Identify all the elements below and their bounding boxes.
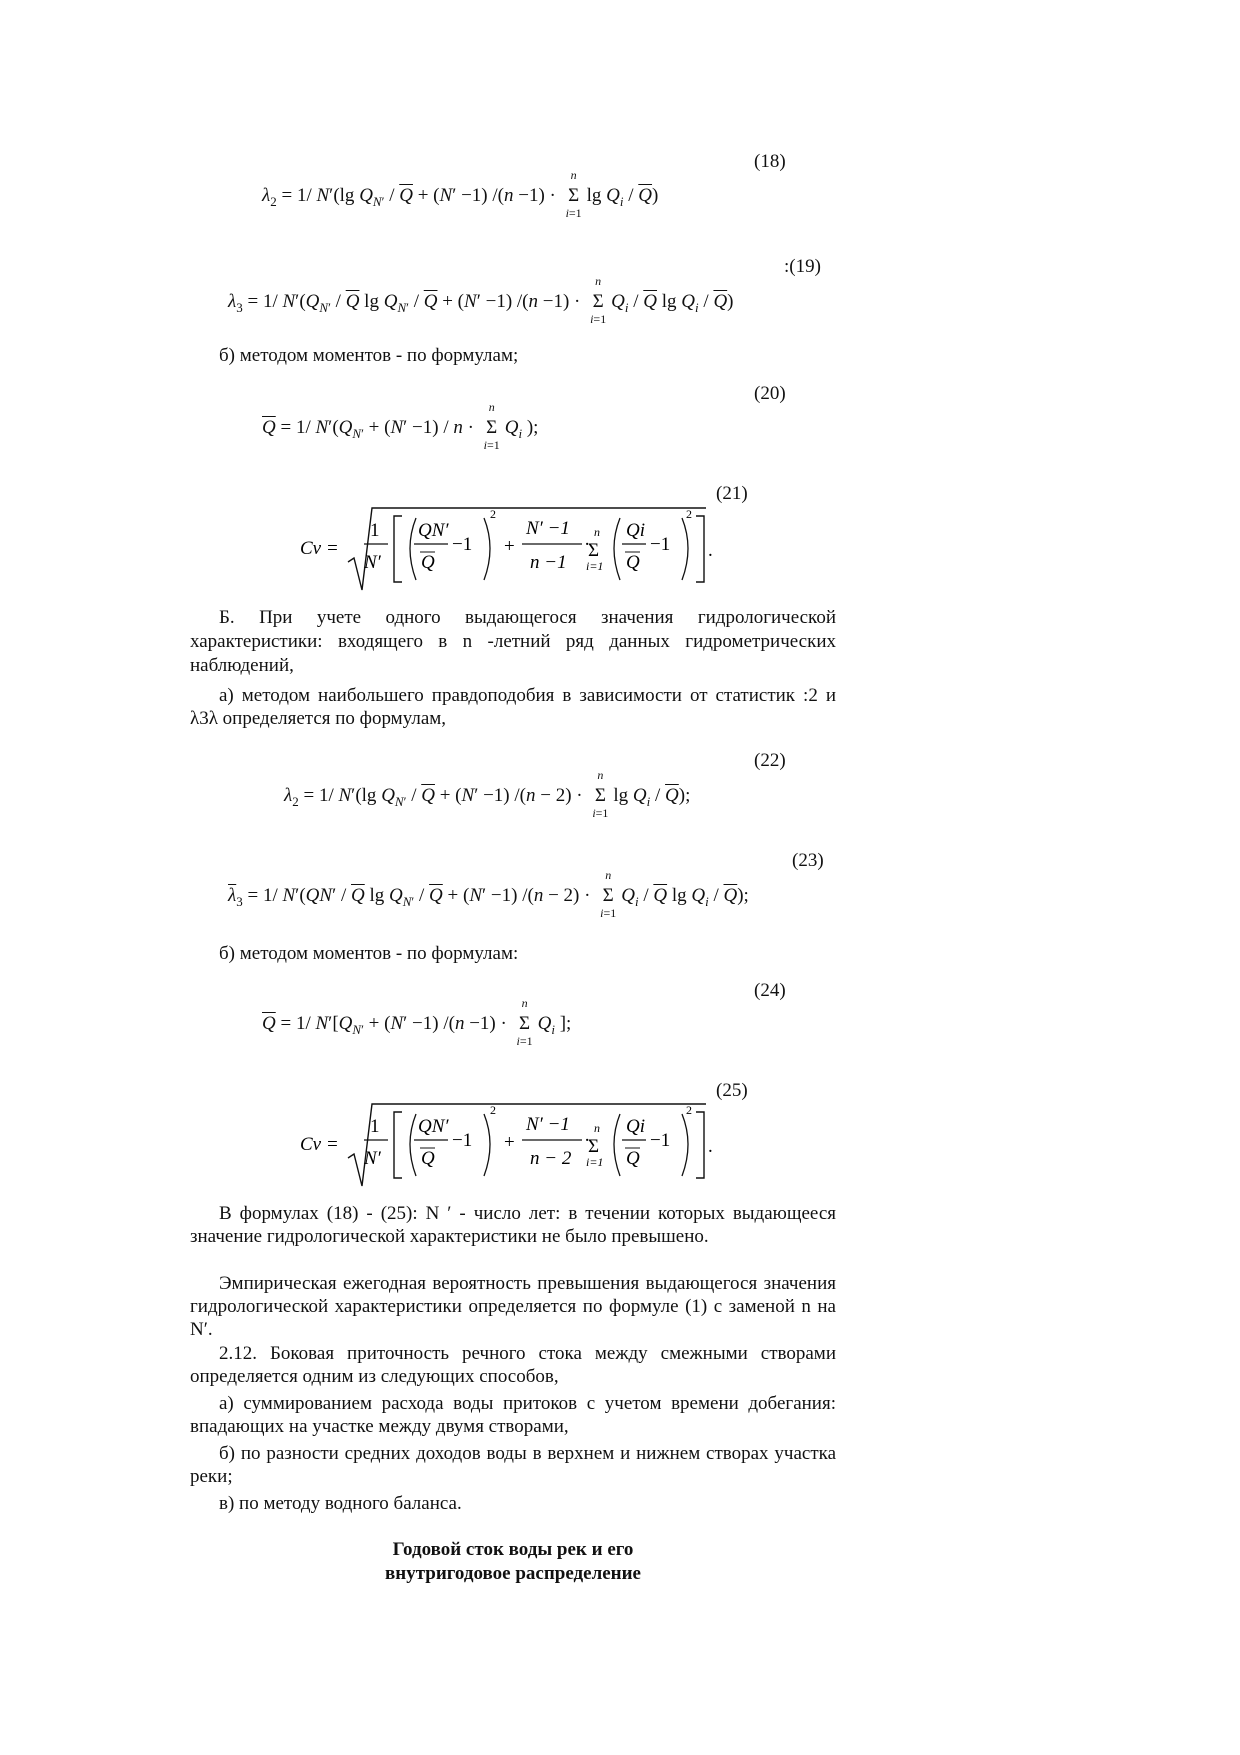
equation-number-25: (25) bbox=[716, 1080, 748, 1101]
paragraph-v-water-balance: в) по методу водного баланса. bbox=[219, 1493, 462, 1514]
cv-lhs: Cv = bbox=[300, 538, 339, 559]
cv-lhs: Cv = bbox=[300, 1134, 339, 1155]
svg-text:QN′: QN′ bbox=[418, 520, 449, 541]
svg-text:N′ −1: N′ −1 bbox=[526, 518, 570, 539]
svg-text:2: 2 bbox=[490, 507, 496, 521]
svg-text:+: + bbox=[504, 536, 515, 557]
section-heading-line-2: внутригодовое распределение bbox=[384, 1563, 641, 1584]
svg-text:n: n bbox=[594, 1121, 600, 1135]
equation-number-24: (24) bbox=[754, 980, 786, 1001]
formula-24: $\overline{Q} = 1/$ $N'[Q_{N'} + (N' -1)$ /(n −1) · n Σ i=1 $Q_i$ ]; bbox=[262, 996, 572, 1048]
svg-text:2: 2 bbox=[490, 1103, 496, 1117]
svg-text:−1: −1 bbox=[650, 534, 671, 555]
svg-text:Q: Q bbox=[421, 552, 435, 573]
svg-text:−1: −1 bbox=[452, 1130, 473, 1151]
paragraph-a-likelihood: а) методом наибольшего правдоподобия в зависимости от статистик :2 и λ3λ определяется по формулам, bbox=[190, 685, 836, 729]
paragraph-B: Б. При учете одного выдающегося значения гидрологической характеристики: входящего в n -летний ряд данных гидрометрических наблюдений, bbox=[190, 607, 836, 676]
svg-text:2: 2 bbox=[686, 507, 692, 521]
svg-text:Σ: Σ bbox=[588, 540, 600, 561]
equation-number-21: (21) bbox=[716, 483, 748, 504]
paragraph-2-12: 2.12. Боковая приточность речного стока между смежными створами определяется одним из следующих способов, bbox=[190, 1343, 836, 1387]
equation-number-22: (22) bbox=[754, 750, 786, 771]
equation-number-19: :(19) bbox=[784, 256, 821, 277]
svg-text:Q: Q bbox=[626, 552, 640, 573]
svg-text:.: . bbox=[708, 540, 713, 561]
svg-text:i=1: i=1 bbox=[586, 1155, 604, 1169]
svg-text:Qi: Qi bbox=[626, 520, 645, 541]
formula-22: $\lambda_2 = 1/$ N′(lg $Q_{N'} / \overline{Q} + (N' -1) /(n - 2)$ · n Σ i=1 $\lg Q_i / \overline{Q}$); bbox=[284, 768, 691, 820]
svg-text:QN′: QN′ bbox=[418, 1116, 449, 1137]
svg-text:Q: Q bbox=[626, 1148, 640, 1169]
svg-text:1: 1 bbox=[370, 1116, 380, 1137]
formula-19: $\lambda_3 = 1/$ $N'(Q_{N'} / \overline{Q}$ $\lg Q_{N'} / \overline{Q} + (N' -1)$ /(n −1) · n Σ i=1 $Q_i / \overline{Q}$ $\lg Q_i / \overline{Q}$) bbox=[228, 274, 734, 326]
svg-text:+: + bbox=[504, 1132, 515, 1153]
paragraph-b-difference: б) по разности средних доходов воды в верхнем и нижнем створах участка реки; bbox=[190, 1443, 836, 1487]
paragraph-a-summation: а) суммированием расхода воды притоков с учетом времени добегания: впадающих на участке между двумя створами, bbox=[190, 1393, 836, 1437]
svg-text:2: 2 bbox=[686, 1103, 692, 1117]
equation-number-18: (18) bbox=[754, 151, 786, 172]
svg-text:Σ: Σ bbox=[588, 1136, 600, 1157]
svg-text:i=1: i=1 bbox=[586, 559, 604, 573]
svg-text:Q: Q bbox=[421, 1148, 435, 1169]
equation-number-23: (23) bbox=[792, 850, 824, 871]
formula-25 bbox=[290, 1096, 750, 1196]
svg-text:N′: N′ bbox=[364, 1148, 381, 1169]
formula-21 bbox=[290, 500, 750, 600]
svg-text:N′ −1: N′ −1 bbox=[526, 1114, 570, 1135]
svg-text:N′: N′ bbox=[364, 552, 381, 573]
paragraph-moments-2: б) методом моментов - по формулам: bbox=[219, 943, 519, 964]
equation-number-20: (20) bbox=[754, 383, 786, 404]
svg-text:Qi: Qi bbox=[626, 1116, 645, 1137]
section-heading bbox=[190, 1538, 836, 1586]
svg-text:.: . bbox=[708, 1136, 713, 1157]
paragraph-empirical-probability: Эмпирическая ежегодная вероятность превышения выдающегося значения гидрологической характеристики определяется по формуле (1) с заменой n на N′. bbox=[190, 1273, 836, 1340]
svg-text:−1: −1 bbox=[452, 534, 473, 555]
svg-text:n − 2: n − 2 bbox=[530, 1148, 572, 1169]
svg-text:·: · bbox=[584, 534, 591, 555]
svg-text:n −1: n −1 bbox=[530, 552, 567, 573]
formula-18: $\lambda_2 = 1/$ N′(lg $Q_{N'} / \overline{Q} + (N' -1)$ /(n −1) · n Σ i=1 $\lg Q_i / \overline{Q}$) bbox=[262, 168, 659, 220]
formula-20: $\overline{Q} = 1/$ $N'(Q_{N'} + (N' -1) / n$ · n Σ i=1 $Q_i$ ); bbox=[262, 400, 539, 452]
section-heading-line-1: Годовой сток воды рек и его bbox=[392, 1539, 634, 1560]
formula-23: $\overline{\lambda}_3 = 1/$ $N'(QN' / \overline{Q}$ $\lg Q_{N'} / \overline{Q} + (N' -1) /(n - 2)$ · n Σ i=1 $Q_i / \overline{Q}$ $\lg Q_i / \overline{Q}$); bbox=[228, 868, 749, 920]
svg-text:1: 1 bbox=[370, 520, 380, 541]
paragraph-moments-1: б) методом моментов - по формулам; bbox=[219, 345, 519, 366]
paragraph-formulas-18-25: В формулах (18) - (25): N ′ - число лет: в течении которых выдающееся значение гидрологической характеристики не было превышено. bbox=[190, 1203, 836, 1247]
svg-text:n: n bbox=[594, 525, 600, 539]
svg-text:−1: −1 bbox=[650, 1130, 671, 1151]
svg-text:·: · bbox=[584, 1130, 591, 1151]
